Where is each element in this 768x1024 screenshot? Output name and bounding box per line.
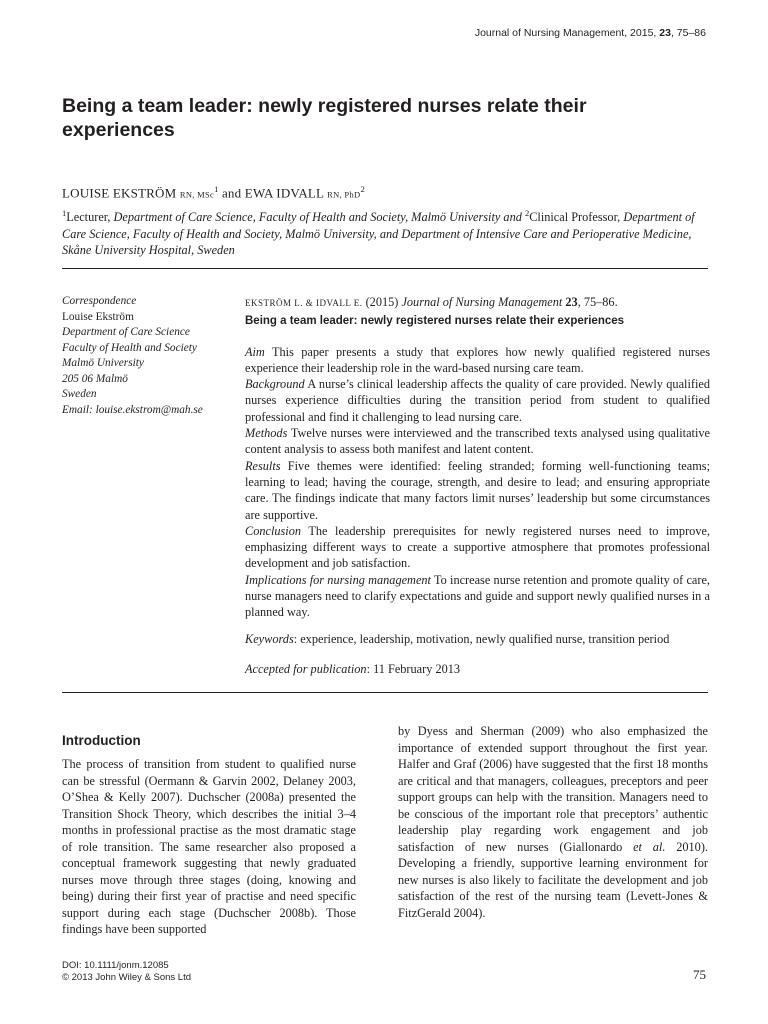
correspondence-country: Sweden <box>62 388 97 400</box>
copyright: © 2013 John Wiley & Sons Ltd <box>62 972 191 983</box>
article-title: Being a team leader: newly registered nurses relate their experiences <box>62 95 587 141</box>
correspondence-label: Correspondence <box>62 295 137 307</box>
citation-pages: , 75–86. <box>577 295 618 309</box>
affiliation-department: Department of Care Science, Faculty of Health and Society, Malmö University, and Department of Intensive Care and Perioperative Medicine, Skåne University Hospital, Sweden <box>62 210 695 258</box>
author-affiliation-marker: 2 <box>360 184 365 194</box>
citation-volume: 23 <box>562 295 578 309</box>
background-text: A nurse’s clinical leadership affects the quality of care provided. Newly qualified nurses experience difficulties during the transition period from student to qualified professional and find it challenging to lead nursing care. <box>245 377 710 424</box>
abstract-aim <box>245 344 710 377</box>
abstract-citation <box>245 294 710 311</box>
author-name: LOUISE EKSTRÖM <box>62 185 177 201</box>
implications-label: Implications for nursing management <box>245 572 431 587</box>
abstract-methods <box>245 425 710 458</box>
abstract-implications <box>245 572 710 621</box>
aim-label: Aim <box>245 344 265 359</box>
intro-column-right <box>398 723 708 921</box>
accepted-date <box>245 661 710 677</box>
divider <box>62 692 708 693</box>
author-line <box>62 184 365 201</box>
affiliations <box>62 205 712 259</box>
correspondence-postcode: 205 06 Malmö <box>62 372 128 385</box>
correspondence-department: Department of Care Science <box>62 326 190 338</box>
divider <box>62 268 708 269</box>
author-affiliation-marker: 1 <box>214 184 219 194</box>
correspondence-faculty: Faculty of Health and Society <box>62 341 197 354</box>
abstract-conclusion <box>245 523 710 572</box>
conclusion-text: The leadership prerequisites for newly registered nurses need to improve, emphasizing different ways to create a supportive atmosphere that promotes professional development and job satisfaction. <box>245 523 710 571</box>
abstract-title: Being a team leader: newly registered nurses relate their experiences <box>245 315 625 328</box>
author-credentials: RN, PhD <box>327 189 361 200</box>
abstract-block <box>245 294 710 677</box>
methods-text: Twelve nurses were interviewed and the transcribed texts analysed using qualitative content analysis to assess both manifest and latent content. <box>245 426 710 457</box>
author-credentials: RN, MSc <box>179 189 215 200</box>
correspondence-email: Email: louise.ekstrom@mah.se <box>62 403 203 416</box>
results-text: Five themes were identified: feeling stranded; forming well-functioning teams; learning to lead; having the courage, strength, and desire to lead; and ensuring appropriate care. The findings indicate that many factors limit nurses’ leadership but some circumstances are supportive. <box>245 458 710 522</box>
intro-text: by Dyess and Sherman (2009) who also emphasized the importance of extended support throughout the first year. Halfer and Graf (2006) have suggested that the first 18 months are critical and that managers, colleagues, preceptors and peer support groups can help with the transition. Managers need to be conscious of the important role that preceptors’ authentic leadership play regarding work engagement and job satisfaction of new nurses (Giallonardo <box>398 724 708 854</box>
results-label: Results <box>245 458 281 473</box>
page-number: 75 <box>693 967 706 982</box>
background-label: Background <box>245 377 305 392</box>
correspondence-university: Malmö University <box>62 357 144 369</box>
affiliation-role: Clinical Professor, <box>529 210 624 225</box>
journal-pages: , 75–86 <box>670 27 706 39</box>
citation-authors: EKSTRÖM L. & IDVALL E. <box>245 298 363 308</box>
author-conjunction: and <box>218 185 245 201</box>
accepted-label: Accepted for publication <box>245 661 367 676</box>
abstract-keywords <box>245 631 710 647</box>
methods-label: Methods <box>245 426 288 441</box>
intro-text: 2010). Developing a friendly, supportive learning environment for new nurses is also likely to facilitate the development and job satisfaction of the rest of the nursing team (Levett-Jones & FitzGerald 2004). <box>398 839 709 920</box>
affiliation-marker: 1 <box>62 208 67 218</box>
accepted-text: : 11 February 2013 <box>366 661 461 676</box>
aim-text: This paper presents a study that explores how newly qualified registered nurses experience their leadership role in the ward-based nursing care team. <box>245 344 710 375</box>
journal-citation: Journal of Nursing Management, 2015, <box>474 27 660 39</box>
footer <box>62 960 191 984</box>
conclusion-label: Conclusion <box>245 523 302 538</box>
intro-column-left: The process of transition from student to qualified nurse can be stressful (Oermann & Garvin 2002, Delaney 2003, O’Shea & Kelly 2007). Duchscher (2008a) presented the Transition Shock Theory, which describes the initial 3–4 months in professional practise as the most dramatic stage of role transition. The same researcher also proposed a conceptual framework suggesting that newly graduated nurses move through three stages (doing, knowing and being) during their first year of practise and need specific support during each stage (Duchscher 2008b). Those findings have been supported <box>62 757 356 936</box>
affiliation-department: Department of Care Science, Faculty of Health and Society, Malmö University and <box>113 210 525 225</box>
implications-text: To increase nurse retention and promote quality of care, nurse managers need to clarify expectations and guide and support newly qualified nurses in a planned way. <box>245 572 710 620</box>
author-name: EWA IDVALL <box>244 185 324 201</box>
affiliation-role: Lecturer, <box>66 210 114 225</box>
intro-etal: et al. <box>633 839 666 854</box>
affiliation-marker: 2 <box>524 208 530 218</box>
journal-volume: 23 <box>659 27 671 39</box>
abstract-results <box>245 458 710 523</box>
keywords-text: : experience, leadership, motivation, newly qualified nurse, transition period <box>293 631 670 646</box>
citation-journal: Journal of Nursing Management <box>401 295 563 309</box>
citation-year: (2015) <box>362 295 402 309</box>
section-heading: Introduction <box>62 733 141 748</box>
journal-header <box>475 27 706 39</box>
correspondence-name: Louise Ekström <box>62 310 134 323</box>
doi: DOI: 10.1111/jonm.12085 <box>62 960 169 971</box>
keywords-label: Keywords <box>245 631 294 646</box>
abstract-background <box>245 376 710 425</box>
correspondence-block <box>62 294 232 418</box>
